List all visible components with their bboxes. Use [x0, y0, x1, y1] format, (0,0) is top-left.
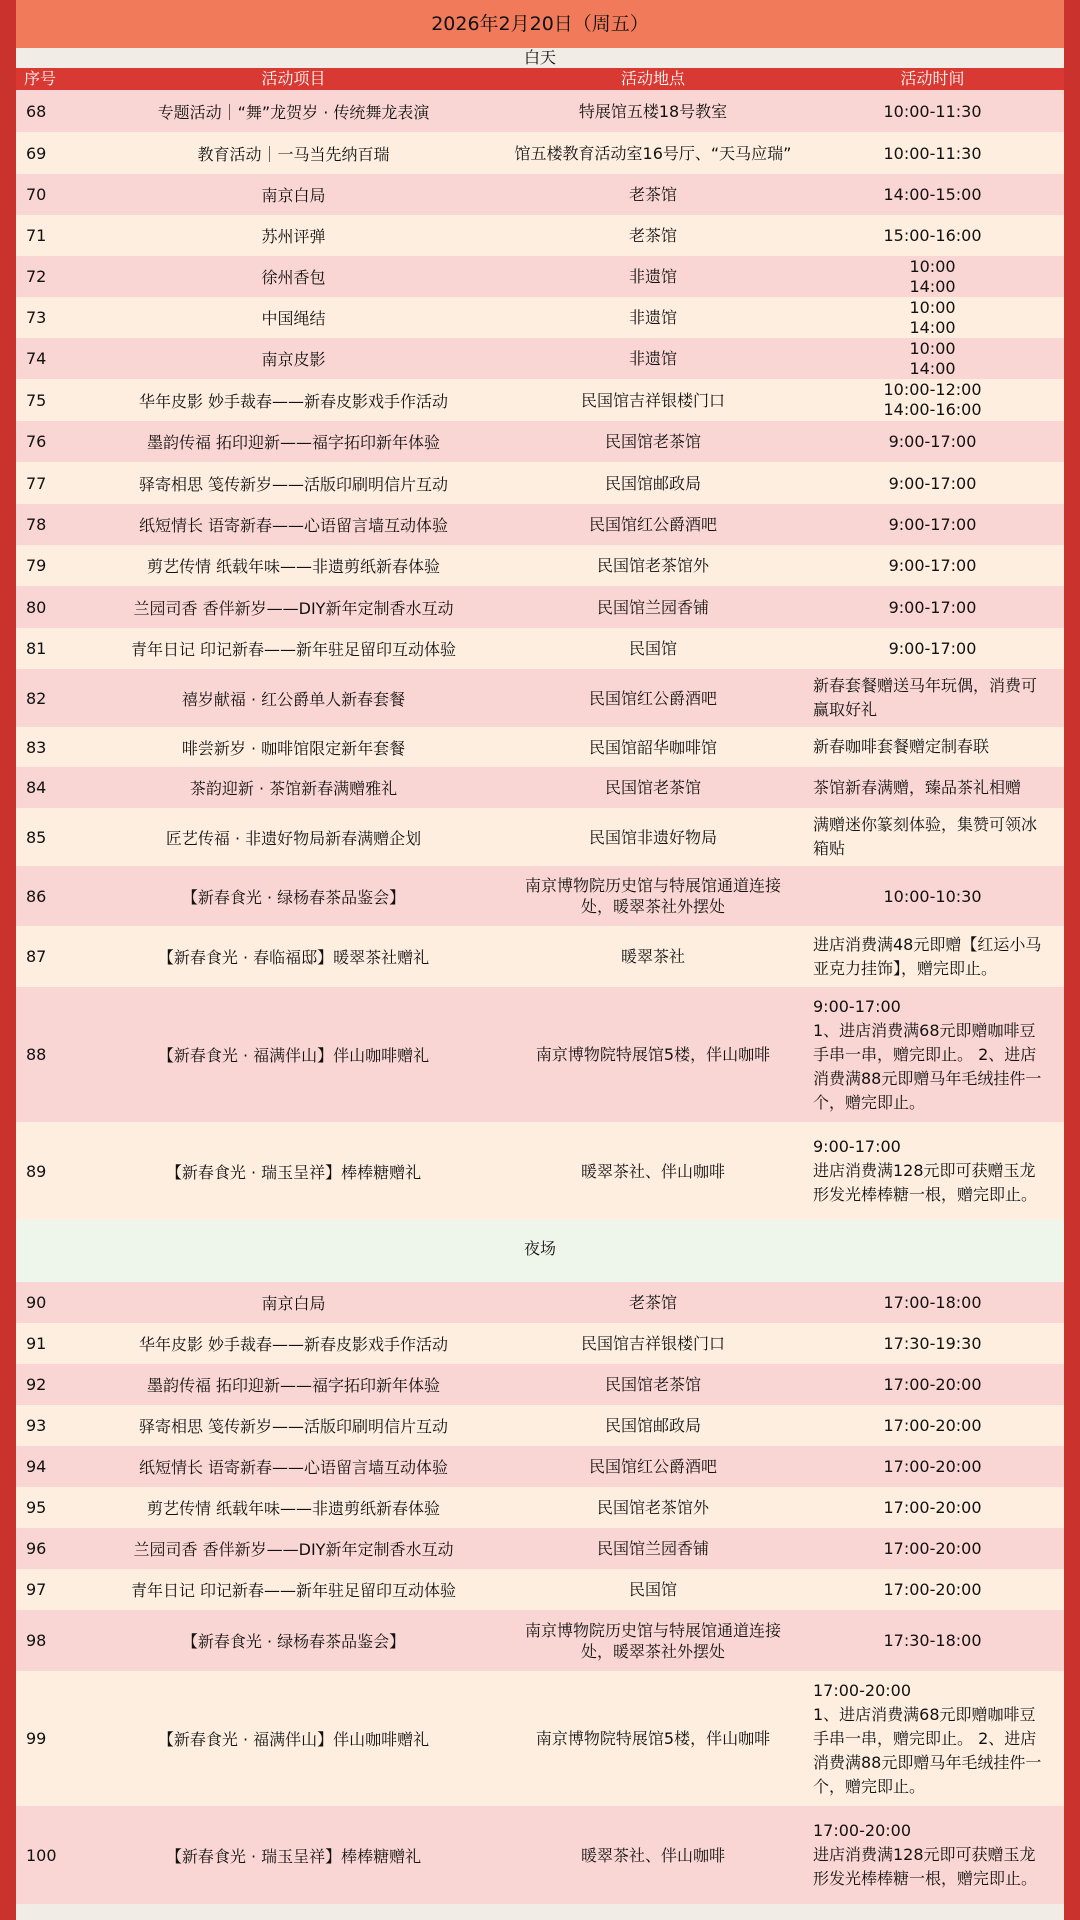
activity-time: [801, 1630, 1064, 1651]
activity-time: [801, 1135, 1064, 1207]
activity-time-line: 14:00-15:00: [883, 185, 982, 204]
activity-place: 民国馆老茶馆: [604, 432, 701, 451]
activity-time: [801, 886, 1064, 907]
activity-place: 民国馆兰园香铺: [596, 1539, 709, 1558]
activity-place: [505, 875, 801, 917]
activity-time-line: 进店消费满48元即赠【红运小马: [813, 934, 1042, 954]
table-row: [16, 462, 1064, 504]
activity-place: 民国馆邮政局: [604, 473, 701, 493]
row-number: 77: [26, 473, 47, 493]
activity-time: [801, 597, 1064, 618]
activity-time-line: 17:00-20:00: [883, 1457, 982, 1476]
header-place: 活动地点: [620, 69, 685, 88]
activity-name: 【新春食光 · 福满伴山】伴山咖啡赠礼: [157, 1046, 430, 1065]
activity-place: 暖翠茶社、伴山咖啡: [580, 1161, 725, 1181]
activity-name: 啡尝新岁 · 咖啡馆限定新年套餐: [181, 738, 406, 758]
activity-time-line: 10:00-10:30: [883, 886, 982, 906]
activity-time-line: 17:00-20:00: [883, 1498, 982, 1517]
row-number: 90: [26, 1293, 47, 1312]
activity-time-line: 箱贴: [813, 839, 846, 858]
day-rows: [16, 90, 1064, 1220]
activity-time-line: 手串一串，赠完即止。 2、进店: [813, 1044, 1037, 1064]
activity-time: [801, 1538, 1064, 1559]
row-number: 83: [26, 737, 47, 757]
table-row: [16, 1446, 1064, 1487]
table-row: [16, 215, 1064, 256]
activity-time-line: 17:00-20:00: [883, 1416, 982, 1435]
activity-place: [505, 1620, 801, 1662]
row-number: 93: [26, 1416, 47, 1435]
activity-time: [801, 1374, 1064, 1395]
activity-time-line: 14:00: [909, 317, 956, 337]
activity-name: 纸短情长 语寄新春——心语留言墙互动体验: [138, 1458, 449, 1477]
table-row: [16, 1528, 1064, 1569]
table-row: [16, 1610, 1064, 1671]
header-time: 活动时间: [900, 69, 965, 88]
activity-place: 特展馆五楼18号教室: [578, 101, 728, 121]
activity-name: 驿寄相思 笺传新岁——活版印刷明信片互动: [138, 474, 449, 494]
activity-time-line: 形发光棒棒糖一根，赠完即止。: [813, 1869, 1038, 1888]
table-row: [16, 421, 1064, 462]
activity-place: 民国馆吉祥银楼门口: [580, 1334, 725, 1353]
table-row: [16, 866, 1064, 926]
activity-time-line: 17:00-20:00: [883, 1539, 982, 1558]
activity-name: 华年皮影 妙手裁春——新春皮影戏手作活动: [138, 1335, 449, 1354]
activity-time-line: 17:30-19:30: [883, 1334, 982, 1353]
activity-name: 苏州评弹: [261, 227, 326, 246]
activity-time-line: 17:00-18:00: [883, 1293, 982, 1312]
activity-time-line: 1、进店消费满68元即赠咖啡豆: [813, 1020, 1036, 1040]
activity-time: [801, 933, 1064, 981]
row-number: 68: [26, 101, 47, 121]
activity-time-line: 14:00-16:00: [883, 400, 982, 419]
activity-name: 南京白局: [261, 1294, 326, 1313]
activity-name: 【新春食光 · 春临福邸】暖翠茶社赠礼: [157, 948, 430, 967]
table-row: [16, 987, 1064, 1122]
table-row: [16, 669, 1064, 727]
activity-name: 南京白局: [261, 186, 326, 205]
row-number: 97: [26, 1580, 47, 1599]
table-row: [16, 1122, 1064, 1220]
activity-time-line: 9:00-17:00: [888, 597, 977, 617]
activity-time: [801, 1497, 1064, 1518]
table-header: [16, 68, 1064, 90]
table-row: [16, 926, 1064, 987]
activity-time: [801, 1292, 1064, 1313]
activity-place: 民国馆: [628, 1580, 677, 1599]
activity-place: 南京博物院特展馆5楼，伴山咖啡: [535, 1729, 771, 1748]
row-number: 76: [26, 432, 47, 451]
activity-time-line: 9:00-17:00: [888, 556, 977, 575]
activity-time: [801, 473, 1064, 494]
activity-place: 暖翠茶社: [620, 947, 685, 966]
activity-time-line: 10:00-12:00: [883, 380, 982, 399]
activity-time-line: 9:00-17:00: [888, 432, 977, 451]
activity-name: 兰园司香 香伴新岁——DIY新年定制香水互动: [133, 1540, 454, 1559]
row-number: 79: [26, 556, 47, 575]
activity-time-line: 10:00-11:30: [883, 143, 982, 163]
activity-name: 【新春食光 · 绿杨春茶品鉴会】: [181, 887, 406, 907]
activity-place: 暖翠茶社、伴山咖啡: [580, 1845, 725, 1865]
activity-place: 民国馆红公爵酒吧: [588, 1457, 717, 1476]
activity-name: 【新春食光 · 绿杨春茶品鉴会】: [181, 1632, 406, 1651]
row-number: 81: [26, 639, 47, 658]
row-number: 69: [26, 143, 47, 163]
activity-time: [801, 555, 1064, 576]
row-number: 71: [26, 226, 47, 245]
activity-time: [801, 638, 1064, 659]
table-row: [16, 628, 1064, 669]
table-row: [16, 504, 1064, 545]
activity-place: 民国馆老茶馆: [604, 778, 701, 797]
row-number: 99: [26, 1729, 47, 1748]
activity-place: 南京博物院特展馆5楼，伴山咖啡: [535, 1045, 771, 1064]
row-number: 92: [26, 1375, 47, 1394]
row-number: 95: [26, 1498, 47, 1517]
activity-place-line: 南京博物院历史馆与特展馆通道连接: [524, 1620, 781, 1640]
activity-time: [801, 674, 1064, 722]
table-row: [16, 297, 1064, 338]
section-night-label: 夜场: [16, 1220, 1064, 1282]
row-number: 73: [26, 308, 47, 327]
activity-time-line: 亚克力挂饰】，赠完即止。: [813, 958, 998, 978]
activity-time: [801, 298, 1064, 338]
row-number: 87: [26, 947, 47, 966]
activity-time-line: 消费满88元即赠马年毛绒挂件一: [813, 1752, 1042, 1772]
activity-time: [801, 1333, 1064, 1354]
activity-time: [801, 995, 1064, 1115]
activity-place: 民国馆吉祥银楼门口: [580, 390, 725, 410]
row-number: 89: [26, 1161, 47, 1181]
activity-time-line: 10:00: [909, 256, 956, 276]
activity-time: [801, 514, 1064, 535]
table-row: [16, 379, 1064, 421]
activity-time-line: 17:00-20:00: [883, 1580, 982, 1599]
activity-name: 教育活动｜一马当先纳百瑞: [197, 144, 390, 164]
activity-name: 专题活动｜“舞”龙贺岁 · 传统舞龙表演: [157, 102, 430, 122]
activity-time: [801, 225, 1064, 246]
activity-name: 禧岁献福 · 红公爵单人新春套餐: [181, 689, 406, 709]
activity-time-line: 满赠迷你篆刻体验，集赞可领冰: [813, 815, 1038, 834]
activity-name: 青年日记 印记新春——新年驻足留印互动体验: [130, 640, 457, 659]
table-row: [16, 586, 1064, 628]
activity-name: 徐州香包: [261, 268, 326, 287]
row-number: 85: [26, 827, 47, 847]
activity-name: 墨韵传福 拓印迎新——福字拓印新年体验: [146, 1376, 441, 1395]
activity-time: [801, 735, 1064, 759]
activity-name: 【新春食光 · 福满伴山】伴山咖啡赠礼: [157, 1730, 430, 1749]
activity-place: 民国馆兰园香铺: [596, 597, 709, 617]
activity-name: 华年皮影 妙手裁春——新春皮影戏手作活动: [138, 391, 449, 411]
activity-name: 中国绳结: [261, 309, 326, 328]
activity-time-line: 个，赠完即止。: [813, 1776, 926, 1796]
activity-place: 老茶馆: [628, 185, 677, 204]
activity-time-line: 进店消费满128元即可获赠玉龙: [813, 1845, 1036, 1864]
section-day-label: 白天: [16, 48, 1064, 68]
activity-name: 剪艺传情 纸载年味——非遗剪纸新春体验: [146, 557, 441, 576]
activity-time: [801, 339, 1064, 379]
activity-time-line: 个，赠完即止。: [813, 1092, 926, 1112]
activity-place: 民国馆红公爵酒吧: [588, 515, 717, 534]
activity-place: 馆五楼教育活动室16号厅、“天马应瑞”: [514, 143, 792, 163]
activity-time-line: 15:00-16:00: [883, 226, 982, 245]
table-row: [16, 727, 1064, 767]
row-number: 80: [26, 597, 47, 617]
activity-time: [801, 143, 1064, 164]
row-number: 100: [26, 1845, 57, 1865]
table-row: [16, 338, 1064, 379]
activity-name: 【新春食光 · 瑞玉呈祥】棒棒糖赠礼: [165, 1846, 422, 1866]
activity-name: 纸短情长 语寄新春——心语留言墙互动体验: [138, 516, 449, 535]
table-row: [16, 90, 1064, 132]
activity-time-line: 10:00: [909, 338, 956, 358]
activity-time-line: 茶馆新春满赠，臻品茶礼相赠: [813, 777, 1022, 797]
row-number: 78: [26, 515, 47, 534]
activity-name: 驿寄相思 笺传新岁——活版印刷明信片互动: [138, 1417, 449, 1436]
row-number: 74: [26, 349, 47, 368]
activity-time-line: 新春咖啡套餐赠定制春联: [813, 737, 990, 756]
activity-time-line: 10:00-11:30: [883, 101, 982, 121]
activity-name: 茶韵迎新 · 茶馆新春满赠雅礼: [189, 779, 398, 798]
activity-place: 民国馆老茶馆: [604, 1375, 701, 1394]
activity-time-line: 9:00-17:00: [813, 996, 901, 1016]
table-row: [16, 1806, 1064, 1904]
header-item: 活动项目: [261, 69, 326, 88]
activity-time-line: 17:00-20:00: [813, 1821, 911, 1840]
activity-time-line: 17:00-20:00: [813, 1680, 911, 1700]
activity-time-line: 手串一串，赠完即止。 2、进店: [813, 1728, 1037, 1748]
activity-time-line: 进店消费满128元即可获赠玉龙: [813, 1161, 1036, 1180]
activity-time-line: 1、进店消费满68元即赠咖啡豆: [813, 1704, 1036, 1724]
activity-place: 民国馆老茶馆外: [596, 1498, 709, 1517]
activity-place: 民国馆红公爵酒吧: [588, 688, 717, 708]
bottom-strip: [16, 1904, 1064, 1920]
activity-place-line: 处，暖翠茶社外摆处: [580, 897, 725, 916]
activity-place: 非遗馆: [628, 267, 677, 286]
row-number: 96: [26, 1539, 47, 1558]
activity-time: [801, 257, 1064, 297]
table-row: [16, 1364, 1064, 1405]
row-number: 82: [26, 688, 47, 708]
schedule-table: [16, 0, 1064, 1895]
activity-time-line: 赢取好礼: [813, 700, 878, 719]
activity-time-line: 新春套餐赠送马年玩偶，消费可: [813, 676, 1038, 695]
row-number: 70: [26, 185, 47, 204]
activity-place: 民国馆韶华咖啡馆: [588, 737, 717, 757]
table-row: [16, 1569, 1064, 1610]
activity-time: [801, 813, 1064, 861]
activity-time: [801, 1579, 1064, 1600]
activity-time-line: 14:00: [909, 276, 956, 296]
activity-name: 【新春食光 · 瑞玉呈祥】棒棒糖赠礼: [165, 1162, 422, 1182]
activity-time: [801, 380, 1064, 420]
activity-name: 青年日记 印记新春——新年驻足留印互动体验: [130, 1581, 457, 1600]
activity-place: 民国馆邮政局: [604, 1416, 701, 1435]
activity-place: 非遗馆: [628, 349, 677, 368]
table-row: [16, 1671, 1064, 1806]
row-number: 72: [26, 267, 47, 286]
table-row: [16, 808, 1064, 866]
activity-place: 老茶馆: [628, 226, 677, 245]
table-row: [16, 256, 1064, 297]
activity-name: 墨韵传福 拓印迎新——福字拓印新年体验: [146, 433, 441, 452]
activity-time: [801, 1456, 1064, 1477]
activity-place: 老茶馆: [628, 1293, 677, 1312]
row-number: 84: [26, 778, 47, 797]
activity-place-line: 南京博物院历史馆与特展馆通道连接: [524, 876, 781, 895]
activity-time: [801, 101, 1064, 122]
night-rows: [16, 1282, 1064, 1904]
date-title: 2026年2月20日（周五）: [16, 0, 1064, 48]
activity-place: 民国馆: [628, 639, 677, 658]
row-number: 91: [26, 1334, 47, 1353]
table-row: [16, 1282, 1064, 1323]
activity-name: 兰园司香 香伴新岁——DIY新年定制香水互动: [133, 598, 454, 618]
activity-time: [801, 184, 1064, 205]
activity-time-line: 消费满88元即赠马年毛绒挂件一: [813, 1068, 1042, 1088]
activity-place: 非遗馆: [628, 308, 677, 327]
activity-time: [801, 431, 1064, 452]
row-number: 88: [26, 1045, 47, 1064]
activity-time-line: 9:00-17:00: [888, 473, 977, 493]
table-row: [16, 1405, 1064, 1446]
row-number: 86: [26, 886, 47, 906]
table-row: [16, 767, 1064, 808]
row-number: 94: [26, 1457, 47, 1476]
activity-time-line: 14:00: [909, 358, 956, 378]
table-row: [16, 132, 1064, 174]
activity-place-line: 处，暖翠茶社外摆处: [580, 1641, 725, 1661]
row-number: 75: [26, 390, 47, 410]
activity-name: 剪艺传情 纸载年味——非遗剪纸新春体验: [146, 1499, 441, 1518]
activity-time-line: 10:00: [909, 297, 956, 317]
activity-time: [801, 1819, 1064, 1891]
activity-time-line: 9:00-17:00: [813, 1137, 901, 1156]
activity-time-line: 9:00-17:00: [888, 515, 977, 534]
table-row: [16, 1487, 1064, 1528]
activity-time-line: 17:30-18:00: [883, 1631, 982, 1650]
activity-time-line: 17:00-20:00: [883, 1375, 982, 1394]
activity-name: 匠艺传福 · 非遗好物局新春满赠企划: [165, 828, 422, 848]
activity-time: [801, 1415, 1064, 1436]
row-number: 98: [26, 1631, 47, 1650]
table-row: [16, 174, 1064, 215]
activity-time: [801, 1679, 1064, 1799]
activity-time-line: 形发光棒棒糖一根，赠完即止。: [813, 1185, 1038, 1204]
header-no: 序号: [24, 69, 57, 88]
activity-time-line: 9:00-17:00: [888, 639, 977, 658]
activity-time: [801, 776, 1064, 800]
table-row: [16, 545, 1064, 586]
activity-name: 南京皮影: [261, 350, 326, 369]
activity-place: 民国馆老茶馆外: [596, 556, 709, 575]
activity-place: 民国馆非遗好物局: [588, 827, 717, 847]
table-row: [16, 1323, 1064, 1364]
